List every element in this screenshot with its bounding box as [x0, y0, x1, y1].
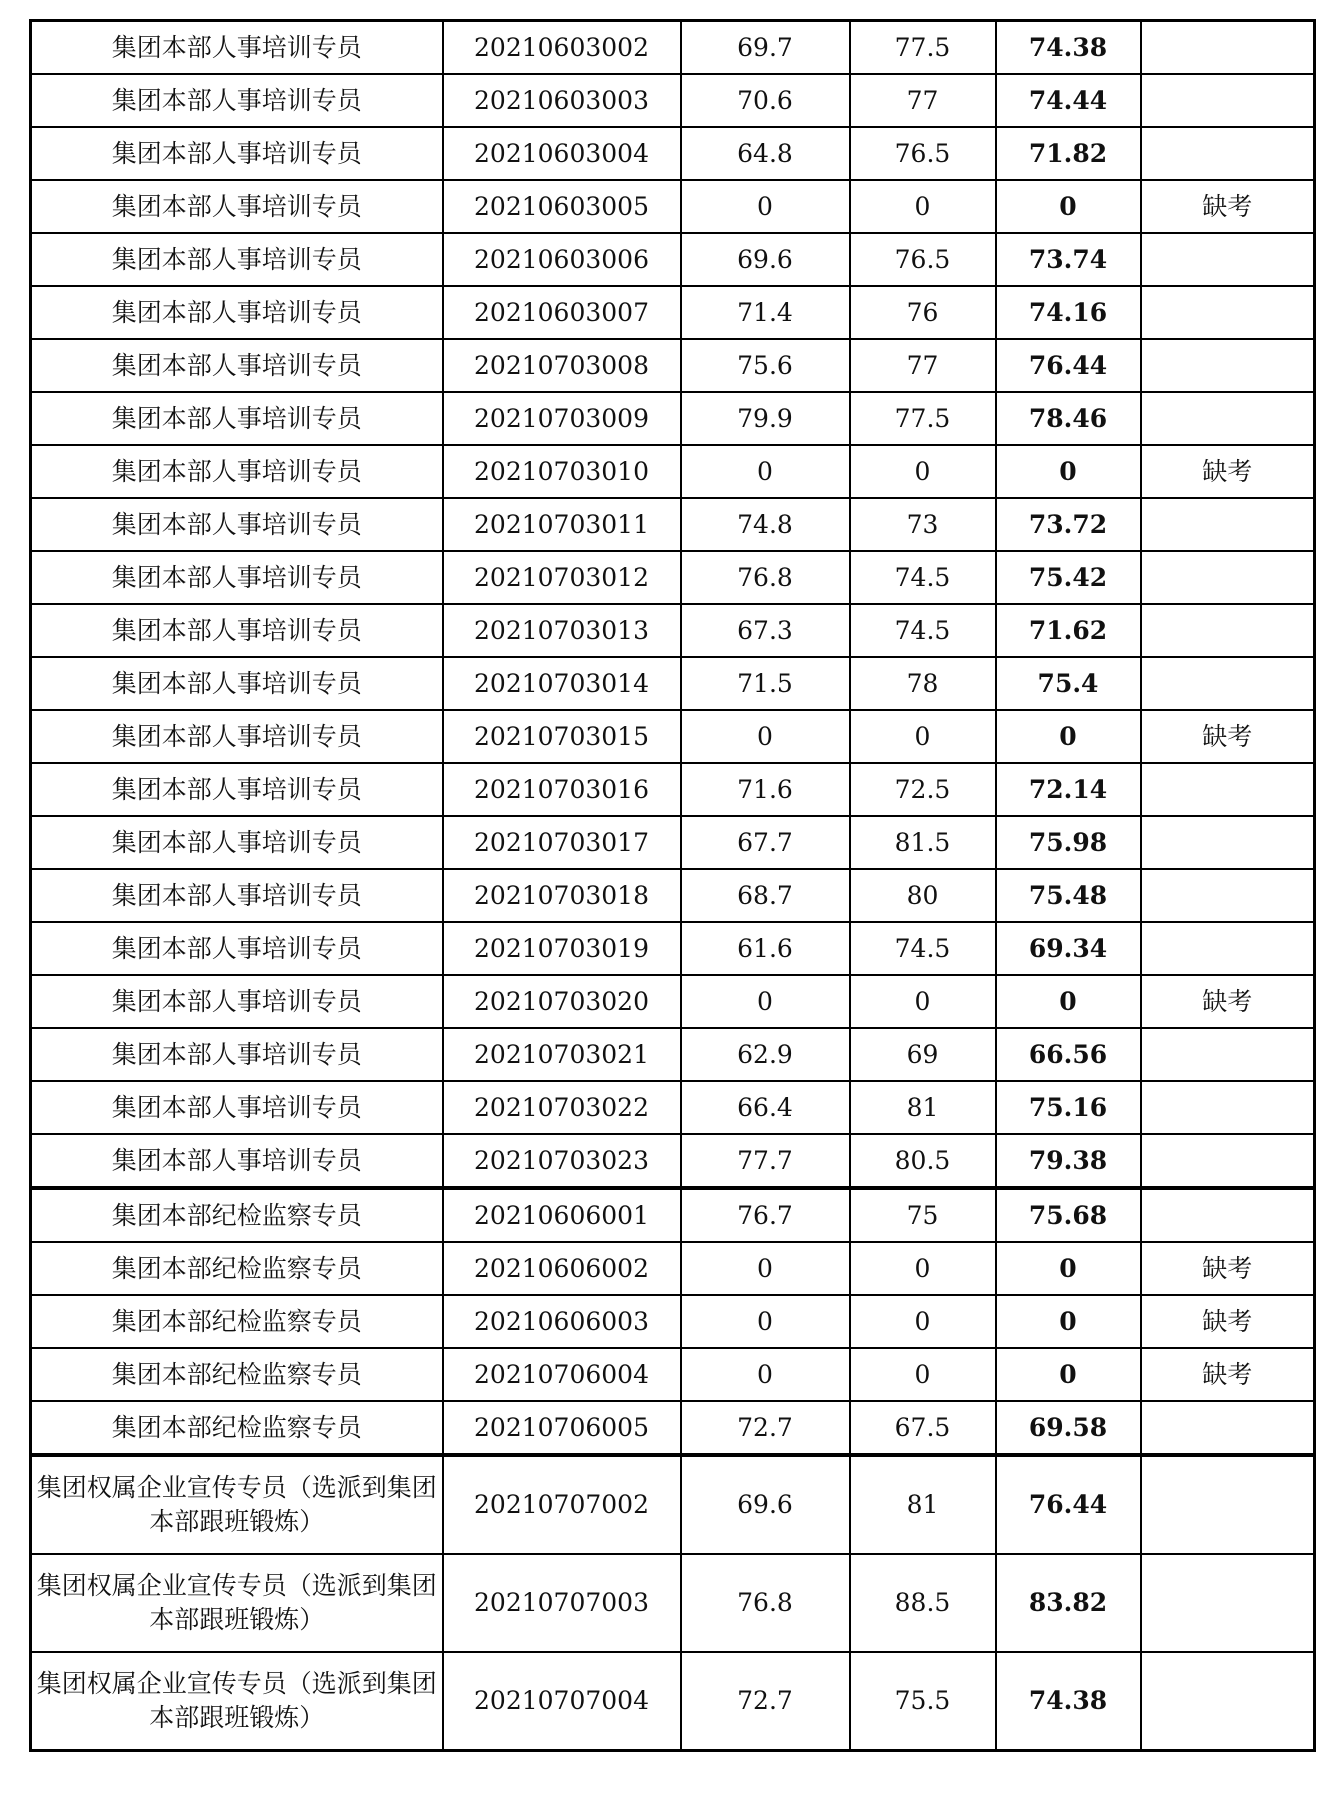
table-row — [31, 1134, 1315, 1188]
note-cell — [1141, 21, 1315, 75]
exam-id-cell: 20210603002 — [443, 21, 681, 75]
position-cell: 集团本部人事培训专员 — [31, 1134, 443, 1188]
note-cell — [1141, 74, 1315, 127]
total-score-cell: 75.16 — [996, 1081, 1141, 1134]
written-score-cell: 61.6 — [681, 922, 850, 975]
exam-id-cell: 20210603005 — [443, 180, 681, 233]
total-score-cell: 74.44 — [996, 74, 1141, 127]
total-score-cell: 78.46 — [996, 392, 1141, 445]
table-row — [31, 816, 1315, 869]
exam-id-cell: 20210703022 — [443, 1081, 681, 1134]
table-row — [31, 392, 1315, 445]
position-cell: 集团本部人事培训专员 — [31, 551, 443, 604]
exam-id-cell: 20210703018 — [443, 869, 681, 922]
table-row — [31, 498, 1315, 551]
position-cell: 集团权属企业宣传专员（选派到集团本部跟班锻炼） — [31, 1455, 443, 1554]
note-cell — [1141, 657, 1315, 710]
written-score-cell: 0 — [681, 710, 850, 763]
position-cell: 集团本部人事培训专员 — [31, 816, 443, 869]
position-cell: 集团权属企业宣传专员（选派到集团本部跟班锻炼） — [31, 1652, 443, 1751]
interview-score-cell: 75 — [850, 1188, 996, 1242]
position-cell: 集团本部人事培训专员 — [31, 180, 443, 233]
position-cell: 集团本部人事培训专员 — [31, 127, 443, 180]
written-score-cell: 69.6 — [681, 233, 850, 286]
interview-score-cell: 73 — [850, 498, 996, 551]
table-row — [31, 1348, 1315, 1401]
score-table — [29, 19, 1316, 1752]
note-cell — [1141, 1028, 1315, 1081]
interview-score-cell: 81.5 — [850, 816, 996, 869]
exam-id-cell: 20210603006 — [443, 233, 681, 286]
interview-score-cell: 0 — [850, 1242, 996, 1295]
interview-score-cell: 74.5 — [850, 922, 996, 975]
position-cell: 集团本部人事培训专员 — [31, 233, 443, 286]
written-score-cell: 0 — [681, 1295, 850, 1348]
table-row — [31, 869, 1315, 922]
total-score-cell: 0 — [996, 1242, 1141, 1295]
total-score-cell: 0 — [996, 445, 1141, 498]
table-row — [31, 551, 1315, 604]
exam-id-cell: 20210703012 — [443, 551, 681, 604]
table-row — [31, 1455, 1315, 1554]
table-row — [31, 604, 1315, 657]
note-cell — [1141, 763, 1315, 816]
total-score-cell: 75.48 — [996, 869, 1141, 922]
position-cell: 集团本部纪检监察专员 — [31, 1348, 443, 1401]
interview-score-cell: 81 — [850, 1081, 996, 1134]
written-score-cell: 70.6 — [681, 74, 850, 127]
written-score-cell: 66.4 — [681, 1081, 850, 1134]
exam-id-cell: 20210703020 — [443, 975, 681, 1028]
interview-score-cell: 76.5 — [850, 127, 996, 180]
position-cell: 集团本部人事培训专员 — [31, 498, 443, 551]
written-score-cell: 67.3 — [681, 604, 850, 657]
note-cell — [1141, 498, 1315, 551]
exam-id-cell: 20210703016 — [443, 763, 681, 816]
table-row — [31, 1295, 1315, 1348]
total-score-cell: 75.42 — [996, 551, 1141, 604]
written-score-cell: 75.6 — [681, 339, 850, 392]
interview-score-cell: 88.5 — [850, 1554, 996, 1652]
interview-score-cell: 0 — [850, 180, 996, 233]
note-cell — [1141, 339, 1315, 392]
position-cell: 集团本部人事培训专员 — [31, 21, 443, 75]
position-cell: 集团本部人事培训专员 — [31, 604, 443, 657]
total-score-cell: 75.98 — [996, 816, 1141, 869]
exam-id-cell: 20210703008 — [443, 339, 681, 392]
written-score-cell: 76.8 — [681, 551, 850, 604]
total-score-cell: 79.38 — [996, 1134, 1141, 1188]
table-row — [31, 1188, 1315, 1242]
written-score-cell: 67.7 — [681, 816, 850, 869]
note-cell — [1141, 1134, 1315, 1188]
table-row — [31, 1554, 1315, 1652]
interview-score-cell: 75.5 — [850, 1652, 996, 1751]
position-cell: 集团本部纪检监察专员 — [31, 1242, 443, 1295]
table-row — [31, 286, 1315, 339]
position-cell: 集团本部纪检监察专员 — [31, 1188, 443, 1242]
exam-id-cell: 20210703017 — [443, 816, 681, 869]
exam-id-cell: 20210606003 — [443, 1295, 681, 1348]
note-cell: 缺考 — [1141, 180, 1315, 233]
total-score-cell: 74.38 — [996, 1652, 1141, 1751]
total-score-cell: 72.14 — [996, 763, 1141, 816]
total-score-cell: 0 — [996, 180, 1141, 233]
total-score-cell: 0 — [996, 1295, 1141, 1348]
table-row — [31, 21, 1315, 75]
written-score-cell: 64.8 — [681, 127, 850, 180]
note-cell — [1141, 869, 1315, 922]
total-score-cell: 75.68 — [996, 1188, 1141, 1242]
position-cell: 集团本部人事培训专员 — [31, 657, 443, 710]
written-score-cell: 74.8 — [681, 498, 850, 551]
total-score-cell: 74.16 — [996, 286, 1141, 339]
total-score-cell: 0 — [996, 1348, 1141, 1401]
position-cell: 集团本部人事培训专员 — [31, 445, 443, 498]
written-score-cell: 76.7 — [681, 1188, 850, 1242]
interview-score-cell: 67.5 — [850, 1401, 996, 1455]
note-cell — [1141, 922, 1315, 975]
written-score-cell: 71.5 — [681, 657, 850, 710]
written-score-cell: 0 — [681, 1242, 850, 1295]
written-score-cell: 0 — [681, 445, 850, 498]
note-cell — [1141, 1401, 1315, 1455]
note-cell: 缺考 — [1141, 1242, 1315, 1295]
exam-id-cell: 20210703023 — [443, 1134, 681, 1188]
total-score-cell: 83.82 — [996, 1554, 1141, 1652]
interview-score-cell: 77 — [850, 74, 996, 127]
table-row — [31, 763, 1315, 816]
table-row — [31, 233, 1315, 286]
exam-id-cell: 20210703014 — [443, 657, 681, 710]
interview-score-cell: 0 — [850, 975, 996, 1028]
table-row — [31, 1652, 1315, 1751]
table-row — [31, 975, 1315, 1028]
exam-id-cell: 20210703021 — [443, 1028, 681, 1081]
total-score-cell: 76.44 — [996, 339, 1141, 392]
total-score-cell: 74.38 — [996, 21, 1141, 75]
note-cell: 缺考 — [1141, 1348, 1315, 1401]
note-cell: 缺考 — [1141, 445, 1315, 498]
position-cell: 集团本部人事培训专员 — [31, 1028, 443, 1081]
written-score-cell: 71.4 — [681, 286, 850, 339]
table-row — [31, 710, 1315, 763]
position-cell: 集团本部人事培训专员 — [31, 74, 443, 127]
exam-id-cell: 20210707002 — [443, 1455, 681, 1554]
exam-id-cell: 20210706004 — [443, 1348, 681, 1401]
note-cell: 缺考 — [1141, 710, 1315, 763]
written-score-cell: 0 — [681, 1348, 850, 1401]
exam-id-cell: 20210703009 — [443, 392, 681, 445]
written-score-cell: 71.6 — [681, 763, 850, 816]
total-score-cell: 0 — [996, 975, 1141, 1028]
written-score-cell: 62.9 — [681, 1028, 850, 1081]
written-score-cell: 79.9 — [681, 392, 850, 445]
interview-score-cell: 0 — [850, 1295, 996, 1348]
position-cell: 集团本部人事培训专员 — [31, 763, 443, 816]
total-score-cell: 66.56 — [996, 1028, 1141, 1081]
interview-score-cell: 80 — [850, 869, 996, 922]
table-row — [31, 922, 1315, 975]
interview-score-cell: 74.5 — [850, 604, 996, 657]
total-score-cell: 75.4 — [996, 657, 1141, 710]
interview-score-cell: 76 — [850, 286, 996, 339]
exam-id-cell: 20210703015 — [443, 710, 681, 763]
exam-id-cell: 20210606001 — [443, 1188, 681, 1242]
table-row — [31, 1242, 1315, 1295]
note-cell — [1141, 1081, 1315, 1134]
interview-score-cell: 74.5 — [850, 551, 996, 604]
exam-id-cell: 20210706005 — [443, 1401, 681, 1455]
written-score-cell: 77.7 — [681, 1134, 850, 1188]
table-row — [31, 339, 1315, 392]
interview-score-cell: 77 — [850, 339, 996, 392]
note-cell — [1141, 392, 1315, 445]
total-score-cell: 71.82 — [996, 127, 1141, 180]
position-cell: 集团本部人事培训专员 — [31, 339, 443, 392]
table-row — [31, 1401, 1315, 1455]
exam-id-cell: 20210707003 — [443, 1554, 681, 1652]
interview-score-cell: 72.5 — [850, 763, 996, 816]
written-score-cell: 0 — [681, 180, 850, 233]
exam-id-cell: 20210703013 — [443, 604, 681, 657]
position-cell: 集团本部人事培训专员 — [31, 710, 443, 763]
note-cell: 缺考 — [1141, 975, 1315, 1028]
position-cell: 集团权属企业宣传专员（选派到集团本部跟班锻炼） — [31, 1554, 443, 1652]
position-cell: 集团本部纪检监察专员 — [31, 1295, 443, 1348]
total-score-cell: 69.34 — [996, 922, 1141, 975]
note-cell — [1141, 127, 1315, 180]
position-cell: 集团本部人事培训专员 — [31, 286, 443, 339]
written-score-cell: 72.7 — [681, 1401, 850, 1455]
position-cell: 集团本部人事培训专员 — [31, 1081, 443, 1134]
total-score-cell: 71.62 — [996, 604, 1141, 657]
table-row — [31, 74, 1315, 127]
exam-id-cell: 20210703011 — [443, 498, 681, 551]
table-row — [31, 1081, 1315, 1134]
table-row — [31, 127, 1315, 180]
total-score-cell: 73.74 — [996, 233, 1141, 286]
table-row — [31, 657, 1315, 710]
interview-score-cell: 0 — [850, 445, 996, 498]
exam-id-cell: 20210703019 — [443, 922, 681, 975]
note-cell — [1141, 816, 1315, 869]
position-cell: 集团本部人事培训专员 — [31, 975, 443, 1028]
total-score-cell: 76.44 — [996, 1455, 1141, 1554]
note-cell — [1141, 551, 1315, 604]
written-score-cell: 0 — [681, 975, 850, 1028]
written-score-cell: 68.7 — [681, 869, 850, 922]
note-cell — [1141, 1188, 1315, 1242]
interview-score-cell: 80.5 — [850, 1134, 996, 1188]
interview-score-cell: 0 — [850, 710, 996, 763]
position-cell: 集团本部纪检监察专员 — [31, 1401, 443, 1455]
written-score-cell: 69.7 — [681, 21, 850, 75]
note-cell — [1141, 286, 1315, 339]
written-score-cell: 76.8 — [681, 1554, 850, 1652]
note-cell: 缺考 — [1141, 1295, 1315, 1348]
interview-score-cell: 69 — [850, 1028, 996, 1081]
total-score-cell: 73.72 — [996, 498, 1141, 551]
interview-score-cell: 77.5 — [850, 21, 996, 75]
note-cell — [1141, 1652, 1315, 1751]
position-cell: 集团本部人事培训专员 — [31, 869, 443, 922]
table-row — [31, 1028, 1315, 1081]
position-cell: 集团本部人事培训专员 — [31, 922, 443, 975]
table-row — [31, 180, 1315, 233]
exam-id-cell: 20210603003 — [443, 74, 681, 127]
table-row — [31, 445, 1315, 498]
exam-id-cell: 20210707004 — [443, 1652, 681, 1751]
note-cell — [1141, 604, 1315, 657]
interview-score-cell: 77.5 — [850, 392, 996, 445]
position-cell: 集团本部人事培训专员 — [31, 392, 443, 445]
exam-id-cell: 20210603007 — [443, 286, 681, 339]
written-score-cell: 69.6 — [681, 1455, 850, 1554]
interview-score-cell: 76.5 — [850, 233, 996, 286]
note-cell — [1141, 233, 1315, 286]
exam-id-cell: 20210703010 — [443, 445, 681, 498]
interview-score-cell: 0 — [850, 1348, 996, 1401]
written-score-cell: 72.7 — [681, 1652, 850, 1751]
total-score-cell: 69.58 — [996, 1401, 1141, 1455]
interview-score-cell: 81 — [850, 1455, 996, 1554]
exam-id-cell: 20210603004 — [443, 127, 681, 180]
interview-score-cell: 78 — [850, 657, 996, 710]
total-score-cell: 0 — [996, 710, 1141, 763]
exam-id-cell: 20210606002 — [443, 1242, 681, 1295]
note-cell — [1141, 1455, 1315, 1554]
note-cell — [1141, 1554, 1315, 1652]
